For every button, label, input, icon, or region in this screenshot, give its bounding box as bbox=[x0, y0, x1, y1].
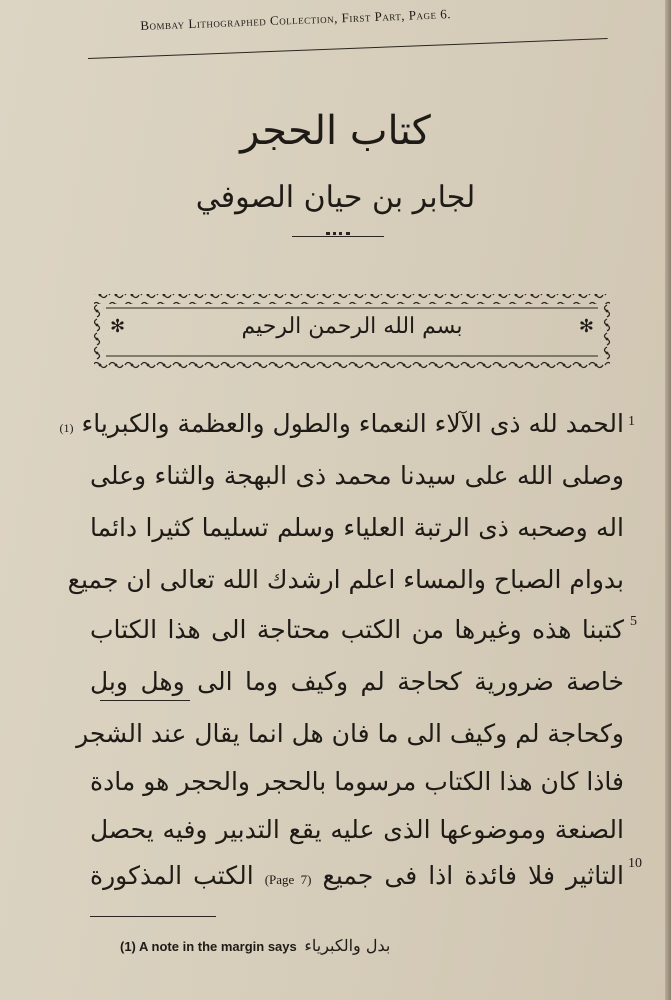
line-number: 1 bbox=[628, 414, 635, 429]
title-divider-dots bbox=[326, 232, 350, 241]
text-line bbox=[90, 856, 624, 896]
ornament-star-icon: ✻ bbox=[578, 316, 594, 337]
footnote bbox=[120, 936, 540, 955]
text-line: بدوام الصباح والمساء اعلم ارشدك الله تعالى ان جميع bbox=[67, 565, 624, 594]
footnote-rule bbox=[90, 916, 216, 917]
basmala-frame bbox=[92, 290, 612, 374]
text-line: اله وصحبه ذى الرتبة العلياء وسلم تسليما كثيرا دائما bbox=[90, 513, 624, 542]
basmala-text: بسم الله الرحمن الرحيم bbox=[241, 314, 463, 339]
text-line: وكحاجة لم وكيف الى ما فان هل انما يقال عند الشجر bbox=[76, 719, 624, 748]
text-line-content: الحمد لله ذى الآلاء النعماء والطول والعظمة والكبرياء bbox=[81, 409, 624, 438]
header-rule bbox=[88, 38, 608, 59]
book-title: كتاب الحجر bbox=[240, 108, 431, 154]
text-line: الصنعة وموضوعها الذى عليه يقع التدبير وفيه يحصل bbox=[90, 815, 624, 844]
footnote-ref: (1) bbox=[59, 421, 74, 435]
ornament-star-icon: ✻ bbox=[110, 316, 126, 337]
underline-mark bbox=[100, 700, 190, 701]
text-line-content: الكتب المذكورة bbox=[90, 861, 254, 890]
page-marker: (Page 7) bbox=[264, 872, 312, 887]
line-number: 10 bbox=[628, 856, 642, 871]
text-line: خاصة ضرورية كحاجة لم وكيف وما الى وهل وبل bbox=[90, 667, 624, 696]
footnote-arabic: بدل والكبرياء bbox=[304, 936, 391, 955]
running-head bbox=[140, 0, 620, 34]
running-head-text: Bombay Lithographed Collection, First Part, Page 6. bbox=[140, 6, 452, 33]
text-line: فاذا كان هذا الكتاب مرسوما بالحجر والحجر هو مادة bbox=[90, 767, 624, 796]
text-line bbox=[59, 404, 624, 444]
line-number: 5 bbox=[630, 614, 637, 629]
text-line-content: التاثير فلا فائدة اذا فى جميع bbox=[322, 861, 624, 890]
author-line: لجابر بن حيان الصوفي bbox=[195, 180, 476, 215]
text-line: كتبنا هذه وغيرها من الكتب محتاجة الى هذا الكتاب bbox=[90, 615, 624, 644]
text-line: وصلى الله على سيدنا محمد ذى البهجة والثناء وعلى bbox=[90, 461, 624, 490]
footnote-text: (1) A note in the margin says bbox=[120, 939, 297, 954]
